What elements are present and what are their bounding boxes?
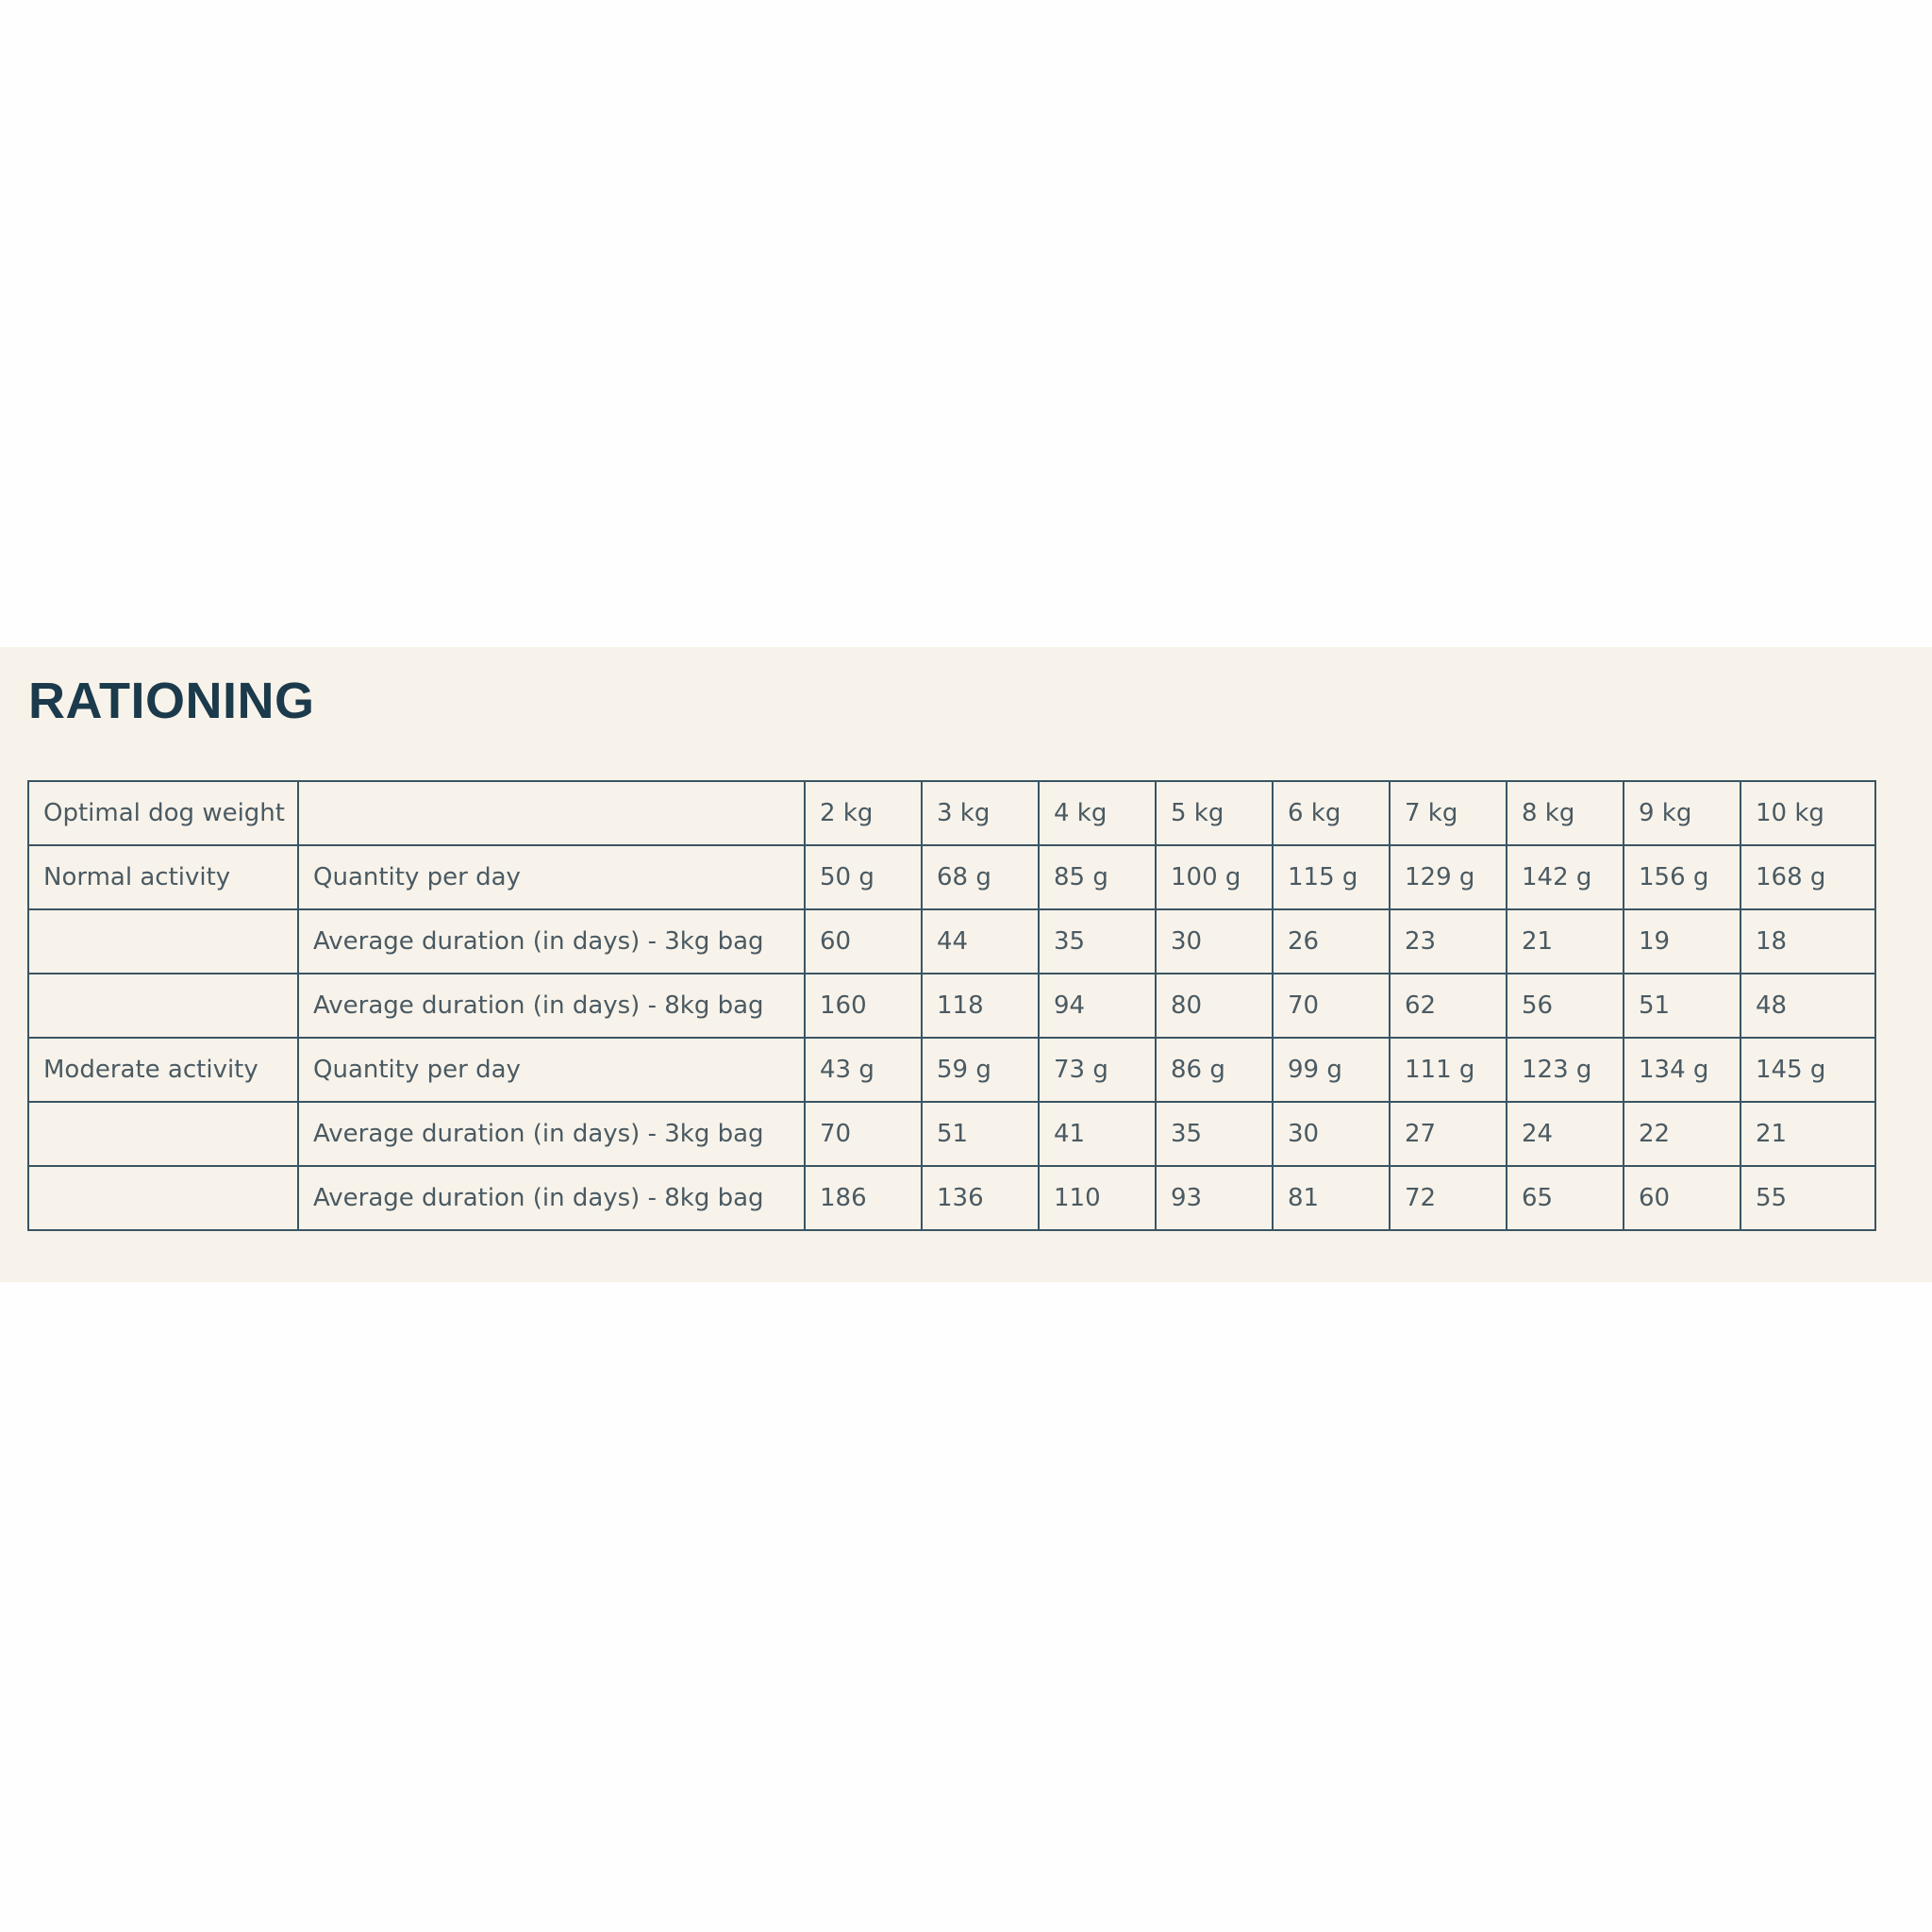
value-cell: 186 bbox=[805, 1166, 922, 1230]
value-cell: 94 bbox=[1039, 974, 1156, 1038]
value-cell: 81 bbox=[1273, 1166, 1390, 1230]
value-cell: 30 bbox=[1273, 1102, 1390, 1166]
table-row bbox=[28, 1038, 1875, 1102]
metric-cell: Quantity per day bbox=[298, 845, 805, 909]
group-cell: Normal activity bbox=[28, 845, 298, 909]
group-cell bbox=[28, 1166, 298, 1230]
value-cell: 145 g bbox=[1740, 1038, 1875, 1102]
value-cell: 30 bbox=[1156, 909, 1273, 974]
table-row bbox=[28, 909, 1875, 974]
value-cell: 65 bbox=[1507, 1166, 1624, 1230]
value-cell: 93 bbox=[1156, 1166, 1273, 1230]
value-cell: 86 g bbox=[1156, 1038, 1273, 1102]
value-cell: 110 bbox=[1039, 1166, 1156, 1230]
value-cell: 73 g bbox=[1039, 1038, 1156, 1102]
value-cell: 55 bbox=[1740, 1166, 1875, 1230]
value-cell: 50 g bbox=[805, 845, 922, 909]
value-cell: 22 bbox=[1624, 1102, 1740, 1166]
weight-header-cell: 9 kg bbox=[1624, 781, 1740, 845]
value-cell: 43 g bbox=[805, 1038, 922, 1102]
value-cell: 80 bbox=[1156, 974, 1273, 1038]
weight-header-cell: 7 kg bbox=[1390, 781, 1507, 845]
value-cell: 129 g bbox=[1390, 845, 1507, 909]
value-cell: 21 bbox=[1507, 909, 1624, 974]
value-cell: 111 g bbox=[1390, 1038, 1507, 1102]
weight-header-cell: 6 kg bbox=[1273, 781, 1390, 845]
value-cell: 48 bbox=[1740, 974, 1875, 1038]
value-cell: 118 bbox=[922, 974, 1039, 1038]
value-cell: 41 bbox=[1039, 1102, 1156, 1166]
value-cell: 56 bbox=[1507, 974, 1624, 1038]
table-row bbox=[28, 1166, 1875, 1230]
metric-cell: Quantity per day bbox=[298, 1038, 805, 1102]
value-cell: 51 bbox=[922, 1102, 1039, 1166]
value-cell: 35 bbox=[1156, 1102, 1273, 1166]
table-header-row bbox=[28, 781, 1875, 845]
value-cell: 115 g bbox=[1273, 845, 1390, 909]
value-cell: 18 bbox=[1740, 909, 1875, 974]
value-cell: 59 g bbox=[922, 1038, 1039, 1102]
value-cell: 100 g bbox=[1156, 845, 1273, 909]
weight-header-cell: 2 kg bbox=[805, 781, 922, 845]
value-cell: 35 bbox=[1039, 909, 1156, 974]
value-cell: 156 g bbox=[1624, 845, 1740, 909]
rationing-table bbox=[27, 780, 1876, 1231]
group-cell bbox=[28, 1102, 298, 1166]
value-cell: 51 bbox=[1624, 974, 1740, 1038]
value-cell: 160 bbox=[805, 974, 922, 1038]
table-row bbox=[28, 974, 1875, 1038]
metric-cell: Average duration (in days) - 8kg bag bbox=[298, 1166, 805, 1230]
weight-header-cell: 3 kg bbox=[922, 781, 1039, 845]
group-cell bbox=[28, 974, 298, 1038]
value-cell: 19 bbox=[1624, 909, 1740, 974]
value-cell: 21 bbox=[1740, 1102, 1875, 1166]
value-cell: 134 g bbox=[1624, 1038, 1740, 1102]
header-empty-cell bbox=[298, 781, 805, 845]
value-cell: 27 bbox=[1390, 1102, 1507, 1166]
section-title: RATIONING bbox=[28, 673, 315, 729]
metric-cell: Average duration (in days) - 8kg bag bbox=[298, 974, 805, 1038]
value-cell: 23 bbox=[1390, 909, 1507, 974]
weight-header-cell: 8 kg bbox=[1507, 781, 1624, 845]
group-cell bbox=[28, 909, 298, 974]
value-cell: 142 g bbox=[1507, 845, 1624, 909]
metric-cell: Average duration (in days) - 3kg bag bbox=[298, 1102, 805, 1166]
value-cell: 70 bbox=[1273, 974, 1390, 1038]
table-row bbox=[28, 1102, 1875, 1166]
value-cell: 44 bbox=[922, 909, 1039, 974]
header-label-cell: Optimal dog weight bbox=[28, 781, 298, 845]
table-row bbox=[28, 845, 1875, 909]
value-cell: 136 bbox=[922, 1166, 1039, 1230]
value-cell: 26 bbox=[1273, 909, 1390, 974]
value-cell: 60 bbox=[805, 909, 922, 974]
value-cell: 72 bbox=[1390, 1166, 1507, 1230]
weight-header-cell: 5 kg bbox=[1156, 781, 1273, 845]
weight-header-cell: 4 kg bbox=[1039, 781, 1156, 845]
weight-header-cell: 10 kg bbox=[1740, 781, 1875, 845]
value-cell: 60 bbox=[1624, 1166, 1740, 1230]
value-cell: 85 g bbox=[1039, 845, 1156, 909]
value-cell: 24 bbox=[1507, 1102, 1624, 1166]
group-cell: Moderate activity bbox=[28, 1038, 298, 1102]
value-cell: 99 g bbox=[1273, 1038, 1390, 1102]
value-cell: 168 g bbox=[1740, 845, 1875, 909]
metric-cell: Average duration (in days) - 3kg bag bbox=[298, 909, 805, 974]
value-cell: 68 g bbox=[922, 845, 1039, 909]
value-cell: 62 bbox=[1390, 974, 1507, 1038]
value-cell: 70 bbox=[805, 1102, 922, 1166]
value-cell: 123 g bbox=[1507, 1038, 1624, 1102]
